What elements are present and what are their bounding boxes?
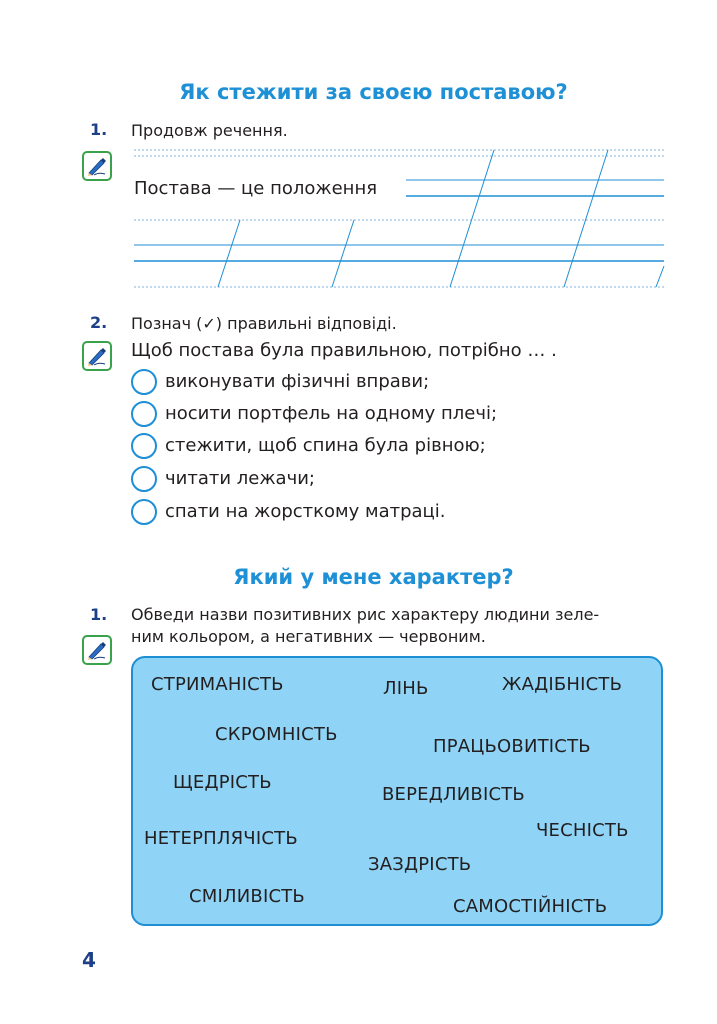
task-number: 1.: [90, 120, 108, 139]
trait-word[interactable]: ЗАЗДРІСТЬ: [368, 854, 472, 875]
trait-word[interactable]: НЕТЕРПЛЯЧІСТЬ: [144, 828, 298, 849]
trait-word[interactable]: ЩЕДРІСТЬ: [173, 772, 272, 793]
trait-word[interactable]: ЧЕСНІСТЬ: [536, 820, 629, 841]
checkbox-circle[interactable]: [131, 401, 157, 427]
task-instruction: Познач (✓) правильні відповіді.: [131, 314, 397, 333]
checkbox-circle[interactable]: [131, 499, 157, 525]
trait-word[interactable]: СТРИМАНІСТЬ: [151, 674, 284, 695]
trait-word[interactable]: ВЕРЕДЛИВІСТЬ: [382, 784, 525, 805]
trait-word[interactable]: СКРОМНІСТЬ: [215, 724, 338, 745]
question-lead: Щоб постава була правильною, потрібно … .: [131, 340, 557, 361]
answer-label: носити портфель на одному плечі;: [165, 403, 498, 424]
trait-word[interactable]: СМІЛИВІСТЬ: [189, 886, 305, 907]
task-number: 1.: [90, 605, 108, 624]
answer-label: стежити, щоб спина була рівною;: [165, 435, 486, 456]
writing-lines[interactable]: [134, 148, 666, 293]
pencil-icon: [82, 635, 112, 665]
pencil-icon: [82, 341, 112, 371]
page-number: 4: [82, 948, 96, 972]
task-instruction-line2: ним кольором, а негативних — червоним.: [131, 627, 486, 646]
trait-word[interactable]: ЖАДІБНІСТЬ: [502, 674, 623, 695]
trait-word[interactable]: ЛІНЬ: [383, 678, 429, 699]
sentence-start: Постава — це положення: [134, 178, 381, 199]
task-instruction-line1: Обведи назви позитивних рис характеру людини зеле-: [131, 605, 600, 624]
checkbox-circle[interactable]: [131, 369, 157, 395]
answer-label: виконувати фізичні вправи;: [165, 371, 430, 392]
answer-label: читати лежачи;: [165, 468, 315, 489]
trait-word[interactable]: ПРАЦЬОВИТІСТЬ: [433, 736, 591, 757]
trait-word[interactable]: САМОСТІЙНІСТЬ: [453, 896, 608, 917]
checkbox-circle[interactable]: [131, 433, 157, 459]
task-number: 2.: [90, 313, 108, 332]
character-traits-box: [131, 656, 663, 926]
pencil-icon: [82, 151, 112, 181]
section-title-character: Який у мене характер?: [233, 565, 514, 589]
answer-label: спати на жорсткому матраці.: [165, 501, 446, 522]
section-title-posture: Як стежити за своєю поставою?: [179, 80, 568, 104]
task-instruction: Продовж речення.: [131, 121, 288, 140]
checkbox-circle[interactable]: [131, 466, 157, 492]
